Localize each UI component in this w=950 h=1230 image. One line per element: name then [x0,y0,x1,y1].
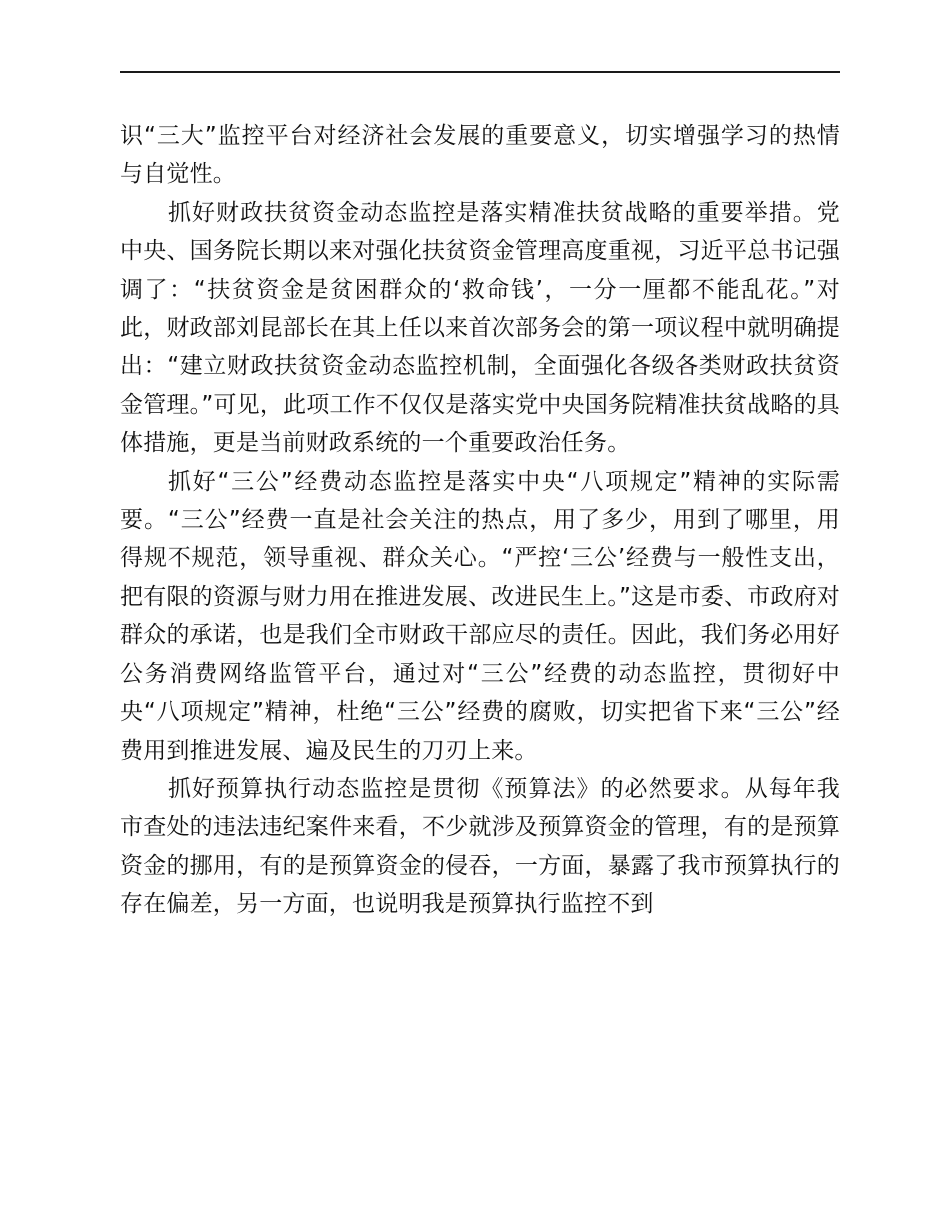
paragraph-poverty-funds: 抓好财政扶贫资金动态监控是落实精准扶贫战略的重要举措。党中央、国务院长期以来对强化扶贫资金管理高度重视，习近平总书记强调了：“扶贫资金是贫困群众的‘救命钱’，一分一厘都不能乱花。”对此，财政部刘昆部长在其上任以来首次部务会的第一项议程中就明确提出：“建立财政扶贫资金动态监控机制，全面强化各级各类财政扶贫资金管理。”可见，此项工作不仅仅是落实党中央国务院精准扶贫战略的具体措施，更是当前财政系统的一个重要政治任务。 [120,199,840,457]
paragraph-three-public-expenses: 抓好“三公”经费动态监控是落实中央“八项规定”精神的实际需要。“三公”经费一直是社会关注的热点，用了多少，用到了哪里，用得规不规范，领导重视、群众关心。“严控‘三公’经费与一般性支出，把有限的资源与财力用在推进发展、改进民生上。”这是市委、市政府对群众的承诺，也是我们全市财政干部应尽的责任。因此，我们务必用好公务消费网络监管平台，通过对“三公”经费的动态监控，贯彻好中央“八项规定”精神，杜绝“三公”经费的腐败，切实把省下来“三公”经费用到推进发展、遍及民生的刀刃上来。 [120,468,840,764]
paragraph-continuation: 识“三大”监控平台对经济社会发展的重要意义，切实增强学习的热情与自觉性。 [120,123,840,188]
document-body [120,117,840,924]
paragraph-budget-execution: 抓好预算执行动态监控是贯彻《预算法》的必然要求。从每年我市查处的违法违纪案件来看，不少就涉及预算资金的管理，有的是预算资金的挪用，有的是预算资金的侵吞，一方面，暴露了我市预算执行的存在偏差，另一方面，也说明我是预算执行监控不到 [120,775,840,918]
header-rule [120,71,840,73]
